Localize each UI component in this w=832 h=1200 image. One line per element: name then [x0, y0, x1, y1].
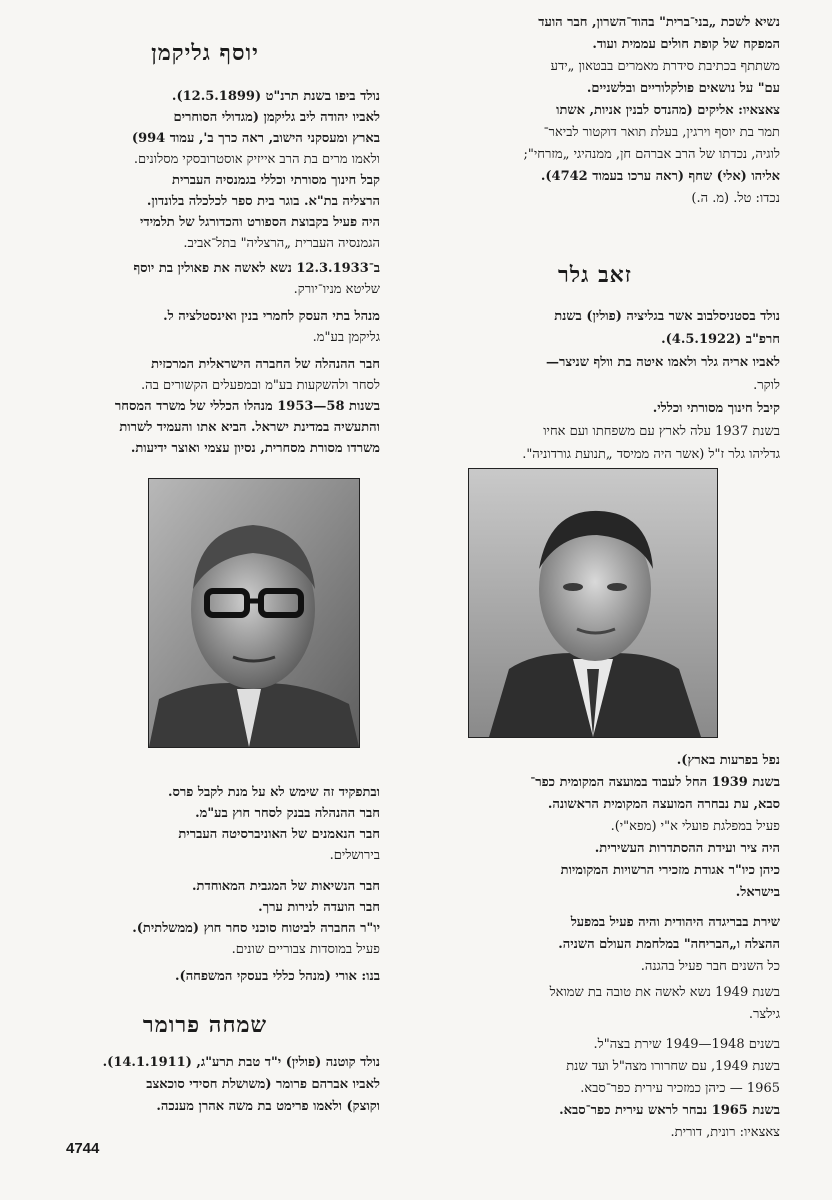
- text-line: נולד ביפו בשנת תרנ"ט (12.5.1899).: [171, 89, 380, 104]
- text-line: והתעשיה במדינת ישראל. הביא אתו והעמיד לשרות: [119, 420, 380, 435]
- text-line: המפקח של קופת חולים עממית ועוד.: [592, 37, 780, 52]
- text-line: משרדו מסורת מסחרית, נסיון עצמי ואוצר ידיעות.: [130, 441, 380, 456]
- text-line: כיהן כיו"ר אגודת מזכירי הרשויות המקומיות: [560, 863, 780, 878]
- left-column: [30, 0, 380, 1200]
- text-line: לאביו אריה גלר ולאמו איטה בת וולף שניצר—: [545, 355, 780, 370]
- text-line: נולד קוטנה (פולין) י"ד טבת תרע"ג, (14.1.1911).: [102, 1055, 380, 1070]
- text-line: בשנת 1937 עלה לארץ עם משפחתו ועם אחיו: [543, 424, 780, 439]
- text-line: שליטא מניו־יורק.: [293, 282, 380, 297]
- text-line: לוגיה, נכדתו של הרב אברהם חן, ממנהיגי „מזרחי";: [523, 147, 780, 162]
- text-line: נכדו: טל. (מ. ה.): [691, 191, 780, 206]
- text-line: בשנים 1948—1949 שירת בצה"ל.: [593, 1037, 780, 1052]
- text-line: בשנת 1949 נשא לאשה את טובה בת שמואל: [549, 985, 780, 1000]
- text-line: נולד בסטניסלבוב אשר בגליציה (פולין) בשנת: [554, 309, 780, 324]
- text-line: כל השנים חבר פעיל בהגנה.: [640, 959, 780, 974]
- text-line: בישראל.: [735, 885, 780, 900]
- text-line: סבא, עת נבחרה המועצה המקומית הראשונה.: [547, 797, 780, 812]
- text-line: בנו: אורי (מנהל כללי בעסקי המשפחה).: [175, 969, 380, 984]
- text-line: חרפ"ב (4.5.1922).: [661, 332, 780, 347]
- text-line: חבר ההנהלה של החברה הישראלית המרכזית: [151, 357, 380, 372]
- portrait-glickman-image: [149, 479, 359, 747]
- text-line: ההצלה ו„הבריחה" במלחמת העולם השניה.: [558, 937, 780, 952]
- text-line: לסחר ולהשקעות בע"מ ובמפעלים הקשורים בה.: [141, 378, 380, 393]
- text-line: יו"ר החברה לביטוח סוכני סחר חוץ (ממשלתית).: [132, 921, 380, 936]
- text-line: גילצר.: [748, 1007, 780, 1022]
- text-line: הרצליה בת"א. בוגר בית ספר לכלכלה בלונדון.: [146, 194, 380, 209]
- text-line: לאביו יהודה ליב גליקמן (מגדולי הסוחרים: [173, 110, 380, 125]
- text-line: בירושלים.: [329, 848, 380, 863]
- text-line: בשנות 58—1953 מנהלו הכללי של משרד המסחר: [114, 399, 380, 414]
- text-line: פעיל במוסדות צבוריים שונים.: [231, 942, 380, 957]
- portrait-photo-geller: [468, 468, 718, 738]
- text-line: חבר הועדה לנירות ערך.: [258, 900, 380, 915]
- text-line: מנהל בתי העסק לחמרי בנין ואינסטלציה ל.: [163, 309, 380, 324]
- entry-title-frumer: שמחה פרומר: [142, 1012, 268, 1038]
- text-line: שירת בבריגדה היהודית והיה פעיל במפעל: [570, 915, 780, 930]
- portrait-geller-image: [469, 469, 717, 737]
- text-line: חבר הנאמנים של האוניברסיטה העברית: [178, 827, 380, 842]
- text-line: אליהו (אלי) שחף (ראה ערכו בעמוד 4742).: [540, 169, 780, 184]
- text-line: משתתף בכתיבת סידרת מאמרים בבטאון „ידע: [550, 59, 780, 74]
- text-line: קבל חינוך מסורתי וכללי בגמנסיה העברית: [172, 173, 380, 188]
- text-line: נפל בפרעות בארץ).: [676, 753, 780, 768]
- text-line: בשנת 1939 החל לעבוד במועצה המקומית כפר־: [530, 775, 780, 790]
- text-line: לאביו אברהם פרומר (משושלת חסידי סוכאצב: [146, 1077, 380, 1092]
- text-line: ולאמו מרים בת הרב אייזיק אוסטרובסקי מסלונים.: [133, 152, 380, 167]
- text-line: ובתפקיד זה שימש לא על מנת לקבל פרס.: [167, 785, 380, 800]
- text-line: בשנת 1949, עם שחרורו מצה"ל ועד שנת: [566, 1059, 780, 1074]
- text-line: גליקמן בע"מ.: [312, 330, 380, 345]
- text-line: תמר בת יוסף וירגין, בעלת תואר דוקטור לביאר־: [543, 125, 780, 140]
- text-line: צאצאיו: אליקים (מהנדס לבנין אניות, אשתו: [556, 103, 780, 118]
- text-line: היה ציר ועידת ההסתדרות העשירית.: [594, 841, 780, 856]
- text-line: 1965 — כיהן כמזכיר עירית כפר־סבא.: [580, 1081, 780, 1096]
- text-line: חבר הנשיאות של המגבית המאוחדת.: [192, 879, 380, 894]
- text-line: בשנת 1965 נבחר לראש עירית כפר־סבא.: [559, 1103, 780, 1118]
- text-line: קיבל חינוך מסורתי וכללי.: [652, 401, 780, 416]
- text-line: היה פעיל בקבוצת הספורט והכדורגל של תלמידי: [139, 215, 380, 230]
- entry-title-geller: זאב גלר: [558, 262, 632, 288]
- text-line: נשיא לשכת „בני־ברית" בהוד־השרון, חבר הועד: [538, 15, 780, 30]
- entry-title-glickman: יוסף גליקמן: [151, 40, 259, 66]
- text-line: חבר ההנהלה בבנק לסחר חוץ בע"מ.: [195, 806, 380, 821]
- text-line: לוקר.: [753, 378, 780, 393]
- right-column: [410, 0, 780, 1200]
- text-line: בארץ ומעסקני הישוב, ראה כרך ב', עמוד 994): [131, 131, 380, 146]
- portrait-photo-glickman: [148, 478, 360, 748]
- text-line: ב־12.3.1933 נשא לאשה את פאולין בת יוסף: [133, 261, 380, 276]
- page-number: 4744: [66, 1140, 100, 1157]
- text-line: הגמנסיה העברית „הרצליה" בתל־אביב.: [183, 236, 380, 251]
- text-line: וקוצק) ולאמו פרימט בת משה אהרן מענכה.: [156, 1099, 380, 1114]
- text-line: עם" על נושאים פולקלוריים ובלשניים.: [586, 81, 780, 96]
- text-line: פעיל במפלגת פועלי א"י (מפא"י).: [610, 819, 780, 834]
- text-line: גדליהו גלר ז"ל (אשר היה ממיסד „תנועת גורדוניה".: [522, 447, 780, 462]
- text-line: צאצאיו: רונית, דורית.: [670, 1125, 780, 1140]
